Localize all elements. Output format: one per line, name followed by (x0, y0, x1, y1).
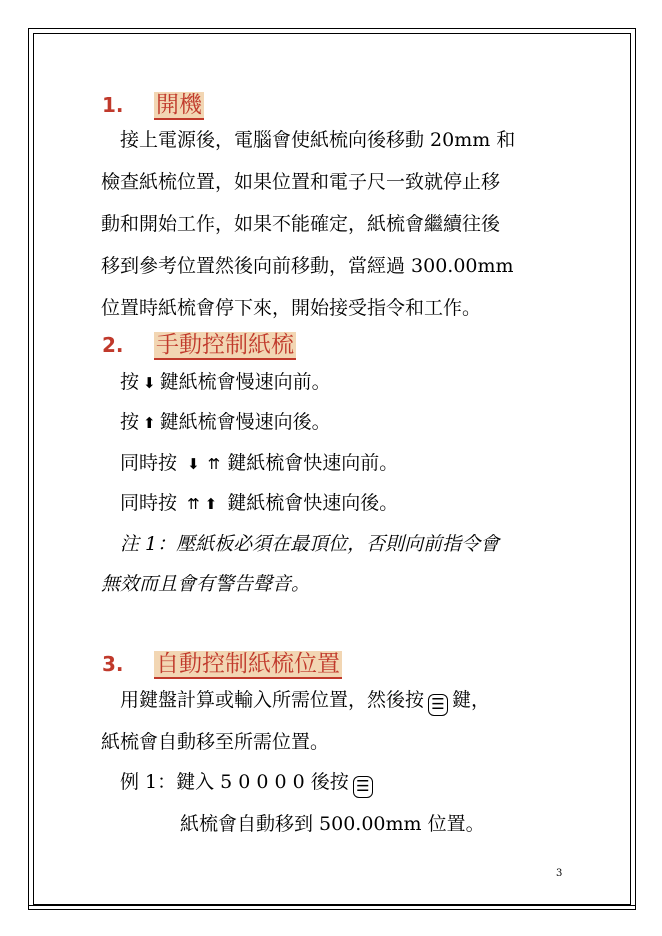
bottom-rule (28, 905, 635, 906)
paragraph-line: 動和開始工作，如果不能確定，紙梳會繼續往後 (101, 213, 501, 235)
down-arrow-icon: ⬇ (143, 374, 156, 392)
simul-label: 同時按 (120, 452, 178, 474)
section-title: 自動控制紙梳位置 (156, 651, 340, 677)
instruction-line (120, 451, 398, 476)
instruction-text: 鍵紙梳會快速向後。 (227, 492, 399, 514)
example-text: 例 1：鍵入 5 0 0 0 0 後按 (120, 771, 349, 793)
paragraph-text: 用鍵盤計算或輸入所需位置，然後按 (120, 689, 425, 711)
paragraph-line: 位置時紙梳會停下來，開始接受指令和工作。 (101, 297, 482, 319)
example-result-line: 紙梳會自動移到 500.00mm 位置。 (180, 813, 485, 835)
section-title: 開機 (156, 92, 202, 118)
press-label: 按 (120, 371, 140, 393)
note-line: 注 1：壓紙板必須在最頂位，否則向前指令會 (120, 533, 500, 555)
section-2-heading (102, 326, 296, 359)
section-1-heading (102, 86, 204, 119)
up-arrow-icon: ⬆ (204, 495, 218, 513)
instruction-text: 鍵紙梳會慢速向後。 (159, 411, 331, 433)
section-number: 1. (102, 93, 124, 117)
enter-key-icon: ☰ (353, 776, 373, 798)
paragraph-line (120, 688, 490, 716)
instruction-text: 鍵紙梳會快速向前。 (227, 452, 399, 474)
instruction-line (120, 370, 331, 395)
press-label: 按 (120, 411, 140, 433)
fast-key-icon: ⇈ (207, 455, 218, 473)
note-line: 無效而且會有警告聲音。 (101, 573, 311, 595)
example-line (120, 770, 377, 798)
section-number: 3. (102, 652, 124, 676)
instruction-line (120, 491, 398, 516)
paragraph-line: 接上電源後，電腦會使紙梳向後移動 20mm 和 (120, 129, 516, 151)
paragraph-line: 紙梳會自動移至所需位置。 (101, 731, 330, 753)
section-3-heading (102, 645, 342, 678)
paragraph-line: 檢查紙梳位置，如果位置和電子尺一致就停止移 (101, 171, 501, 193)
simul-label: 同時按 (120, 492, 178, 514)
section-title: 手動控制紙梳 (156, 332, 294, 358)
page-number: 3 (556, 868, 563, 879)
paragraph-text: 鍵， (452, 689, 491, 711)
fast-key-icon: ⇈ (187, 495, 197, 513)
up-arrow-icon: ⬆ (143, 414, 156, 432)
instruction-text: 鍵紙梳會慢速向前。 (159, 371, 331, 393)
section-number: 2. (102, 333, 124, 357)
enter-key-icon: ☰ (428, 694, 448, 716)
down-arrow-icon: ⬇ (187, 455, 200, 473)
paragraph-line: 移到參考位置然後向前移動，當經過 300.00mm (101, 255, 514, 277)
instruction-line (120, 410, 331, 435)
